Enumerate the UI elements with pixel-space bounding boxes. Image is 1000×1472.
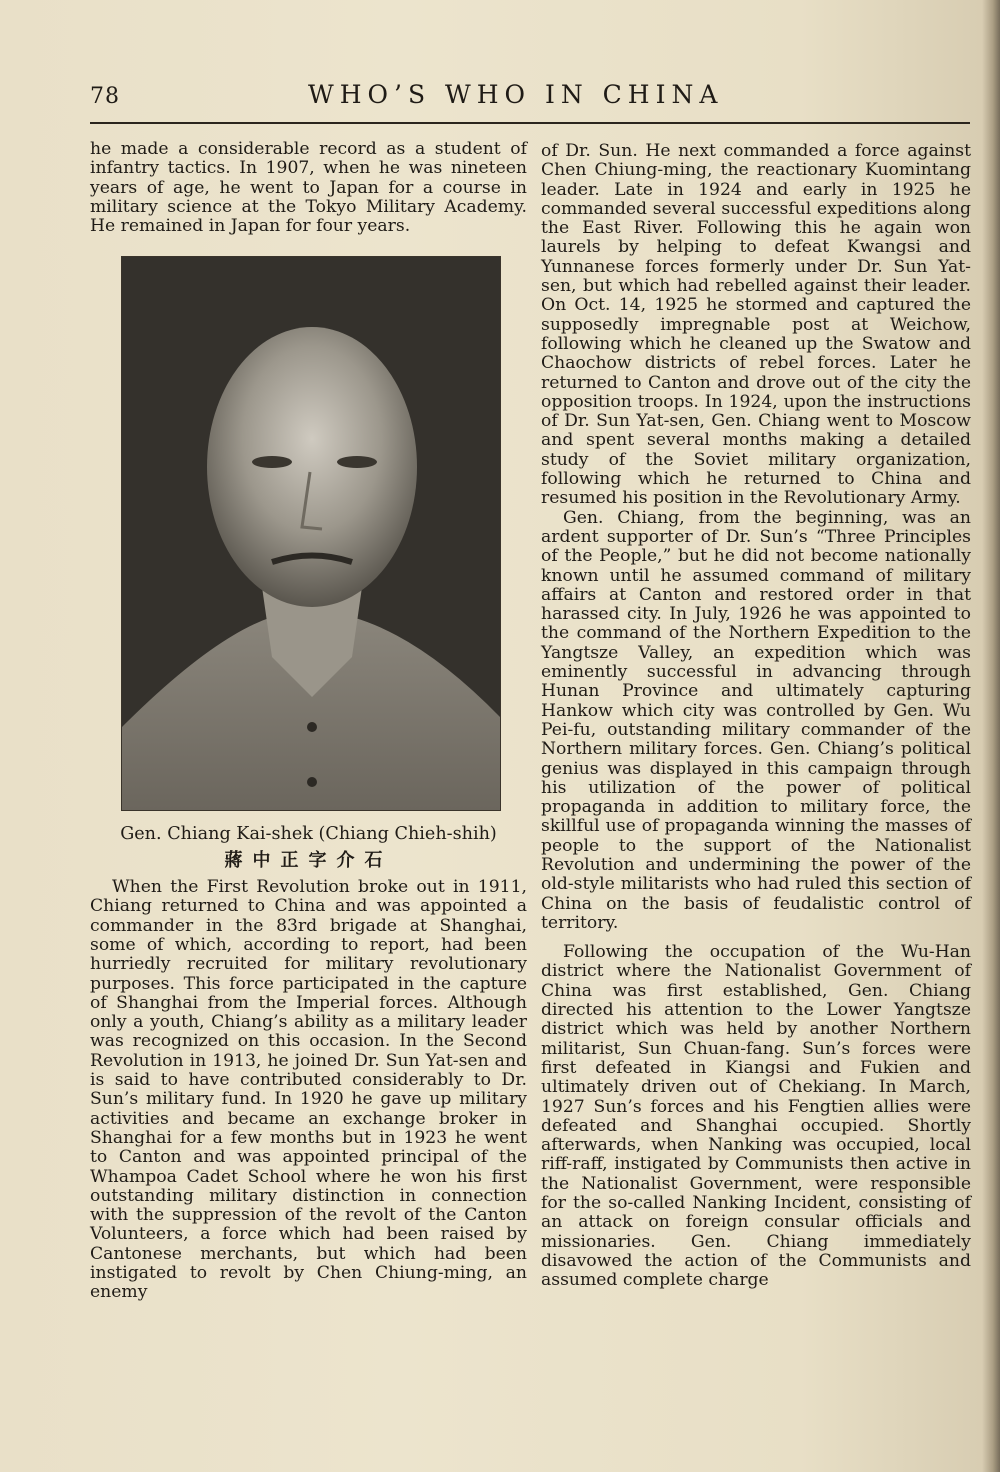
left-column: [90, 140, 527, 1303]
left-paragraph-2: When the First Revolution broke out in 1911, Chiang returned to China and was appointed a commander in the 83rd brigade at Shanghai, some of which, according to report, had been hurriedly recruited for military revolutionary purposes. This force participated in the capture of Shanghai from the Imperial forces. Although only a youth, Chiang’s ability as a military leader was recognized on this occasion. In the Second Revolution in 1913, he joined Dr. Sun Yat-sen and is said to have contributed considerably to Dr. Sun’s military fund. In 1920 he gave up military activities and became an exchange broker in Shanghai for a few months but in 1923 he went to Canton and was appointed principal of the Whampoa Cadet School where he won his first outstanding military distinction in connection with the suppression of the revolt of the Canton Volunteers, a force which had been raised by Cantonese merchants, but which had been instigated to revolt by Chen Chiung-ming, an enemy: [90, 877, 527, 1303]
portrait-photo: [121, 256, 501, 811]
running-title: WHO’S WHO IN CHINA: [308, 80, 724, 109]
photo-caption: Gen. Chiang Kai-shek (Chiang Chieh-shih): [120, 824, 497, 845]
right-paragraph-3: Following the occupation of the Wu-Han district where the Nationalist Government of China was first established, Gen. Chiang directed his attention to the Lower Yangtsze district which was held by another Northern militarist, Sun Chuan-fang. Sun’s forces were first defeated in Kiangsi and Fukien and ultimately driven out of Chekiang. In March, 1927 Sun’s forces and his Fengtien allies were defeated and Shanghai occupied. Shortly afterwards, when Nanking was occupied, local riff-raff, instigated by Communists then active in the Nationalist Government, were responsible for the so-called Nanking Incident, consisting of an attack on foreign consular officials and missionaries. Gen. Chiang immediately disavowed the action of the Communists and assumed complete charge: [541, 942, 971, 1291]
right-column: [541, 142, 971, 1291]
header-rule: [90, 122, 970, 124]
right-paragraph-2: Gen. Chiang, from the beginning, was an ardent supporter of Dr. Sun’s “Three Principles of the People,” but he did not become nationally known until he assumed command of military affairs at Canton and restored order in that harassed city. In July, 1926 he was appointed to the command of the Northern Expedition to the Yangtsze Valley, an expedition which was eminently successful in advancing through Hunan Province and ultimately capturing Hankow which city was controlled by Gen. Wu Pei-fu, outstanding military commander of the Northern military forces. Gen. Chiang’s political genius was displayed in this campaign through his utilization of the power of political propaganda in addition to military force, the skillful use of propaganda winning the masses of people to the support of the Nationalist Revolution and undermining the power of the old-style militarists who had ruled this section of China on the basis of feudalistic control of territory.: [541, 507, 971, 933]
left-paragraph-1: he made a considerable record as a student of infantry tactics. In 1907, when he was nineteen years of age, he went to Japan for a course in military science at the Tokyo Military Academy. He remained in Japan for four years.: [90, 139, 527, 237]
page-header: [88, 80, 968, 120]
page-gutter-shadow: [982, 0, 1000, 1472]
portrait-illustration: [122, 257, 500, 810]
page-number: 78: [90, 84, 120, 109]
photo-caption-chinese: 蔣中正字介石: [224, 849, 393, 871]
right-paragraph-1: of Dr. Sun. He next commanded a force against Chen Chiung-ming, the reactionary Kuomintang leader. Late in 1924 and early in 1925 he commanded several successful expeditions along the East River. Following this he again won laurels by helping to defeat Kwangsi and Yunnanese forces formerly under Dr. Sun Yat-sen, but which had rebelled against their leader. On Oct. 14, 1925 he stormed and captured the supposedly impregnable post at Weichow, following which he cleaned up the Swatow and Chaochow districts of rebel forces. Later he returned to Canton and drove out of the city the opposition troops. In 1924, upon the instructions of Dr. Sun Yat-sen, Gen. Chiang went to Moscow and spent several months making a detailed study of the Soviet military organization, following which he returned to China and resumed his position in the Revolutionary Army.: [541, 141, 971, 509]
